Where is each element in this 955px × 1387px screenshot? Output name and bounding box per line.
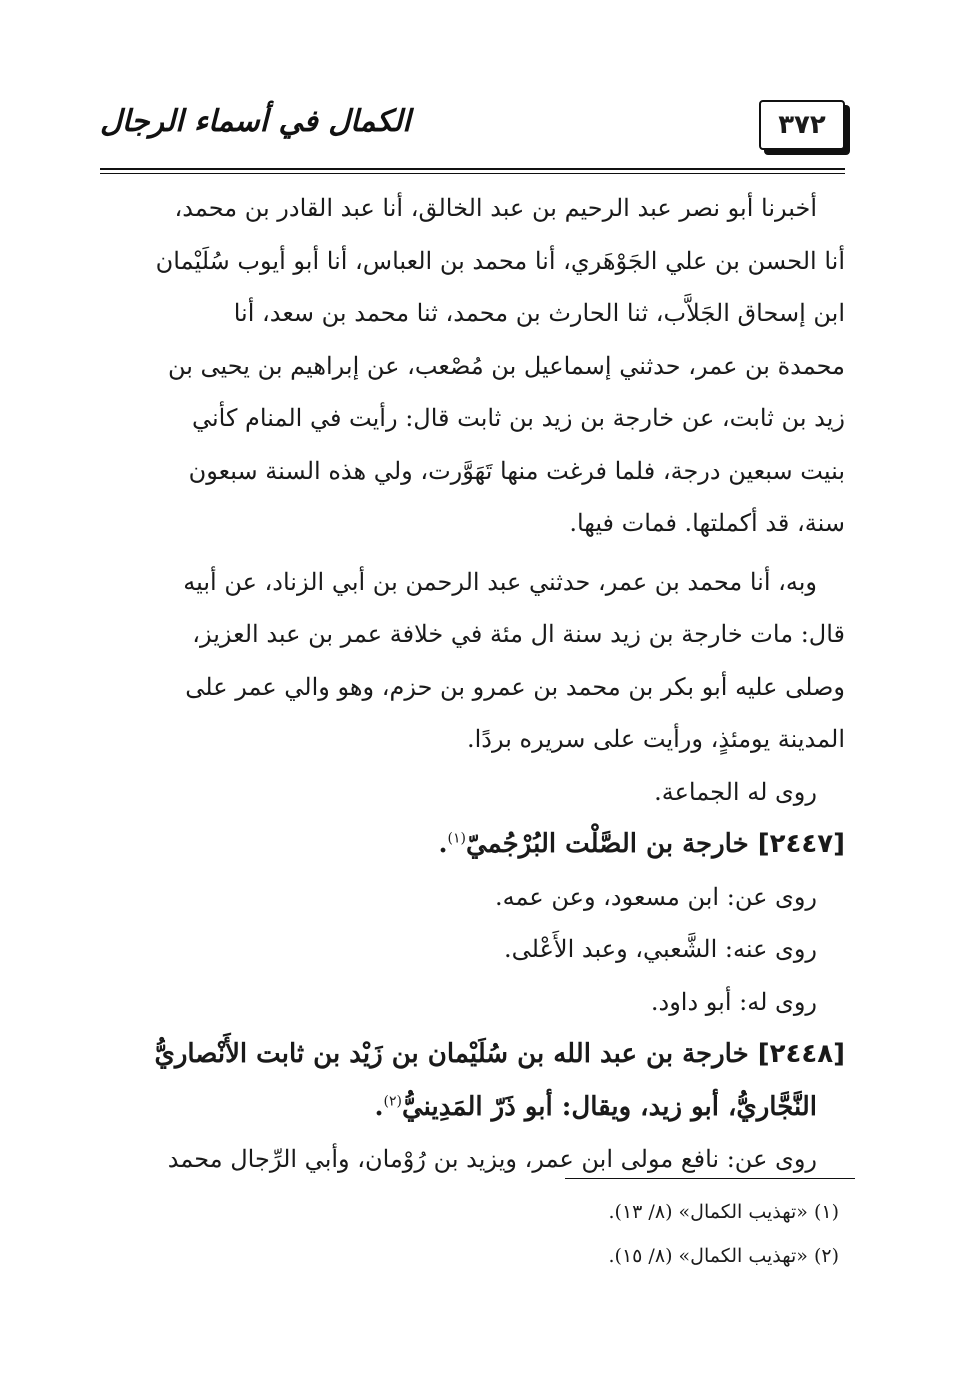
entry-name-cont: النَّجَّاريُّ، أبو زيد، ويقال: أبو ذَرّ المَدِينيُّ: [402, 1091, 817, 1122]
entry-line: روى عن: نافع مولى ابن عمر، ويزيد بن رُوْمان، وأبي الرِّجال محمد: [167, 1145, 817, 1173]
entry-line: روى له: أبو داود.: [650, 987, 817, 1016]
footnote-marker: (١): [447, 830, 466, 847]
riwaya-line: روى له الجماعة.: [654, 777, 817, 806]
main-text: [100, 182, 845, 1186]
entry-heading-2448-cont: [100, 1081, 845, 1134]
entry-heading-2447: [100, 818, 845, 871]
text-line: محمدة بن عمر، حدثني إسماعيل بن مُصْعب، عن إبراهيم بن يحيى بن: [167, 351, 845, 380]
footnote-1: (١) «تهذيب الكمال» (٨/ ١٣).: [608, 1201, 839, 1223]
page-header: [100, 100, 845, 160]
text-line: سنة، قد أكملتها. فمات فيها.: [569, 509, 845, 537]
footnotes: [100, 1190, 845, 1278]
entry-number: [٢٤٤٧]: [757, 829, 845, 859]
text-line: أنا الحسن بن علي الجَوْهَري، أنا محمد بن العباس، أنا أبو أيوب سُلَيْمان: [155, 246, 845, 275]
entry-name: خارجة بن عبد الله بن سُلَيْمان بن زَيْد بن ثابت الأَنْصاريُّ: [154, 1039, 758, 1069]
text-line: قال: مات خارجة بن زيد سنة ال مئة في خلافة عمر بن عبد العزيز،: [192, 620, 845, 648]
text-line: بنيت سبعين درجة، فلما فرغت منها تَهَوَّرت، ولي هذه السنة سبعون: [188, 456, 845, 485]
footnote-rule: [565, 1178, 855, 1179]
entry-end: .: [374, 1091, 384, 1122]
header-rule-thin: [100, 173, 845, 174]
text-line: ابن إسحاق الجَلاَّب، ثنا الحارث بن محمد، ثنا محمد بن سعد، أنا: [233, 299, 845, 327]
entry-end: .: [438, 829, 448, 859]
paragraph-2: [100, 556, 845, 766]
entry-number: [٢٤٤٨]: [757, 1039, 845, 1069]
entry-name: خارجة بن الصَّلْت البُرْجُميّ: [465, 829, 758, 859]
text-line: وصلى عليه أبو بكر بن محمد بن عمرو بن حزم، وهو والي عمر على: [185, 672, 845, 701]
text-line: وبه، أنا محمد بن عمر، حدثني عبد الرحمن بن أبي الزناد، عن أبيه: [183, 567, 817, 596]
text-line: أخبرنا أبو نصر عبد الرحيم بن عبد الخالق، أنا عبد القادر بن محمد،: [174, 194, 817, 222]
entry-line: روى عن: ابن مسعود، وعن عمه.: [495, 882, 817, 911]
text-line: المدينة يومئذٍ، ورأيت على سريره بردًا.: [466, 725, 845, 753]
book-title: الكمال في أسماء الرجال: [100, 104, 411, 139]
footnote-2: (٢) «تهذيب الكمال» (٨/ ١٥).: [608, 1245, 839, 1267]
entry-heading-2448: [100, 1028, 845, 1081]
header-rule: [100, 168, 845, 170]
page-number: ٣٧٢: [759, 100, 845, 150]
entry-line: روى عنه: الشَّعبي، وعبد الأَعْلى.: [504, 935, 817, 963]
paragraph-1: [100, 182, 845, 550]
footnote-marker: (٢): [383, 1092, 403, 1109]
text-line: زيد بن ثابت، عن خارجة بن زيد بن ثابت قال: رأيت في المنام كأني: [192, 404, 845, 432]
